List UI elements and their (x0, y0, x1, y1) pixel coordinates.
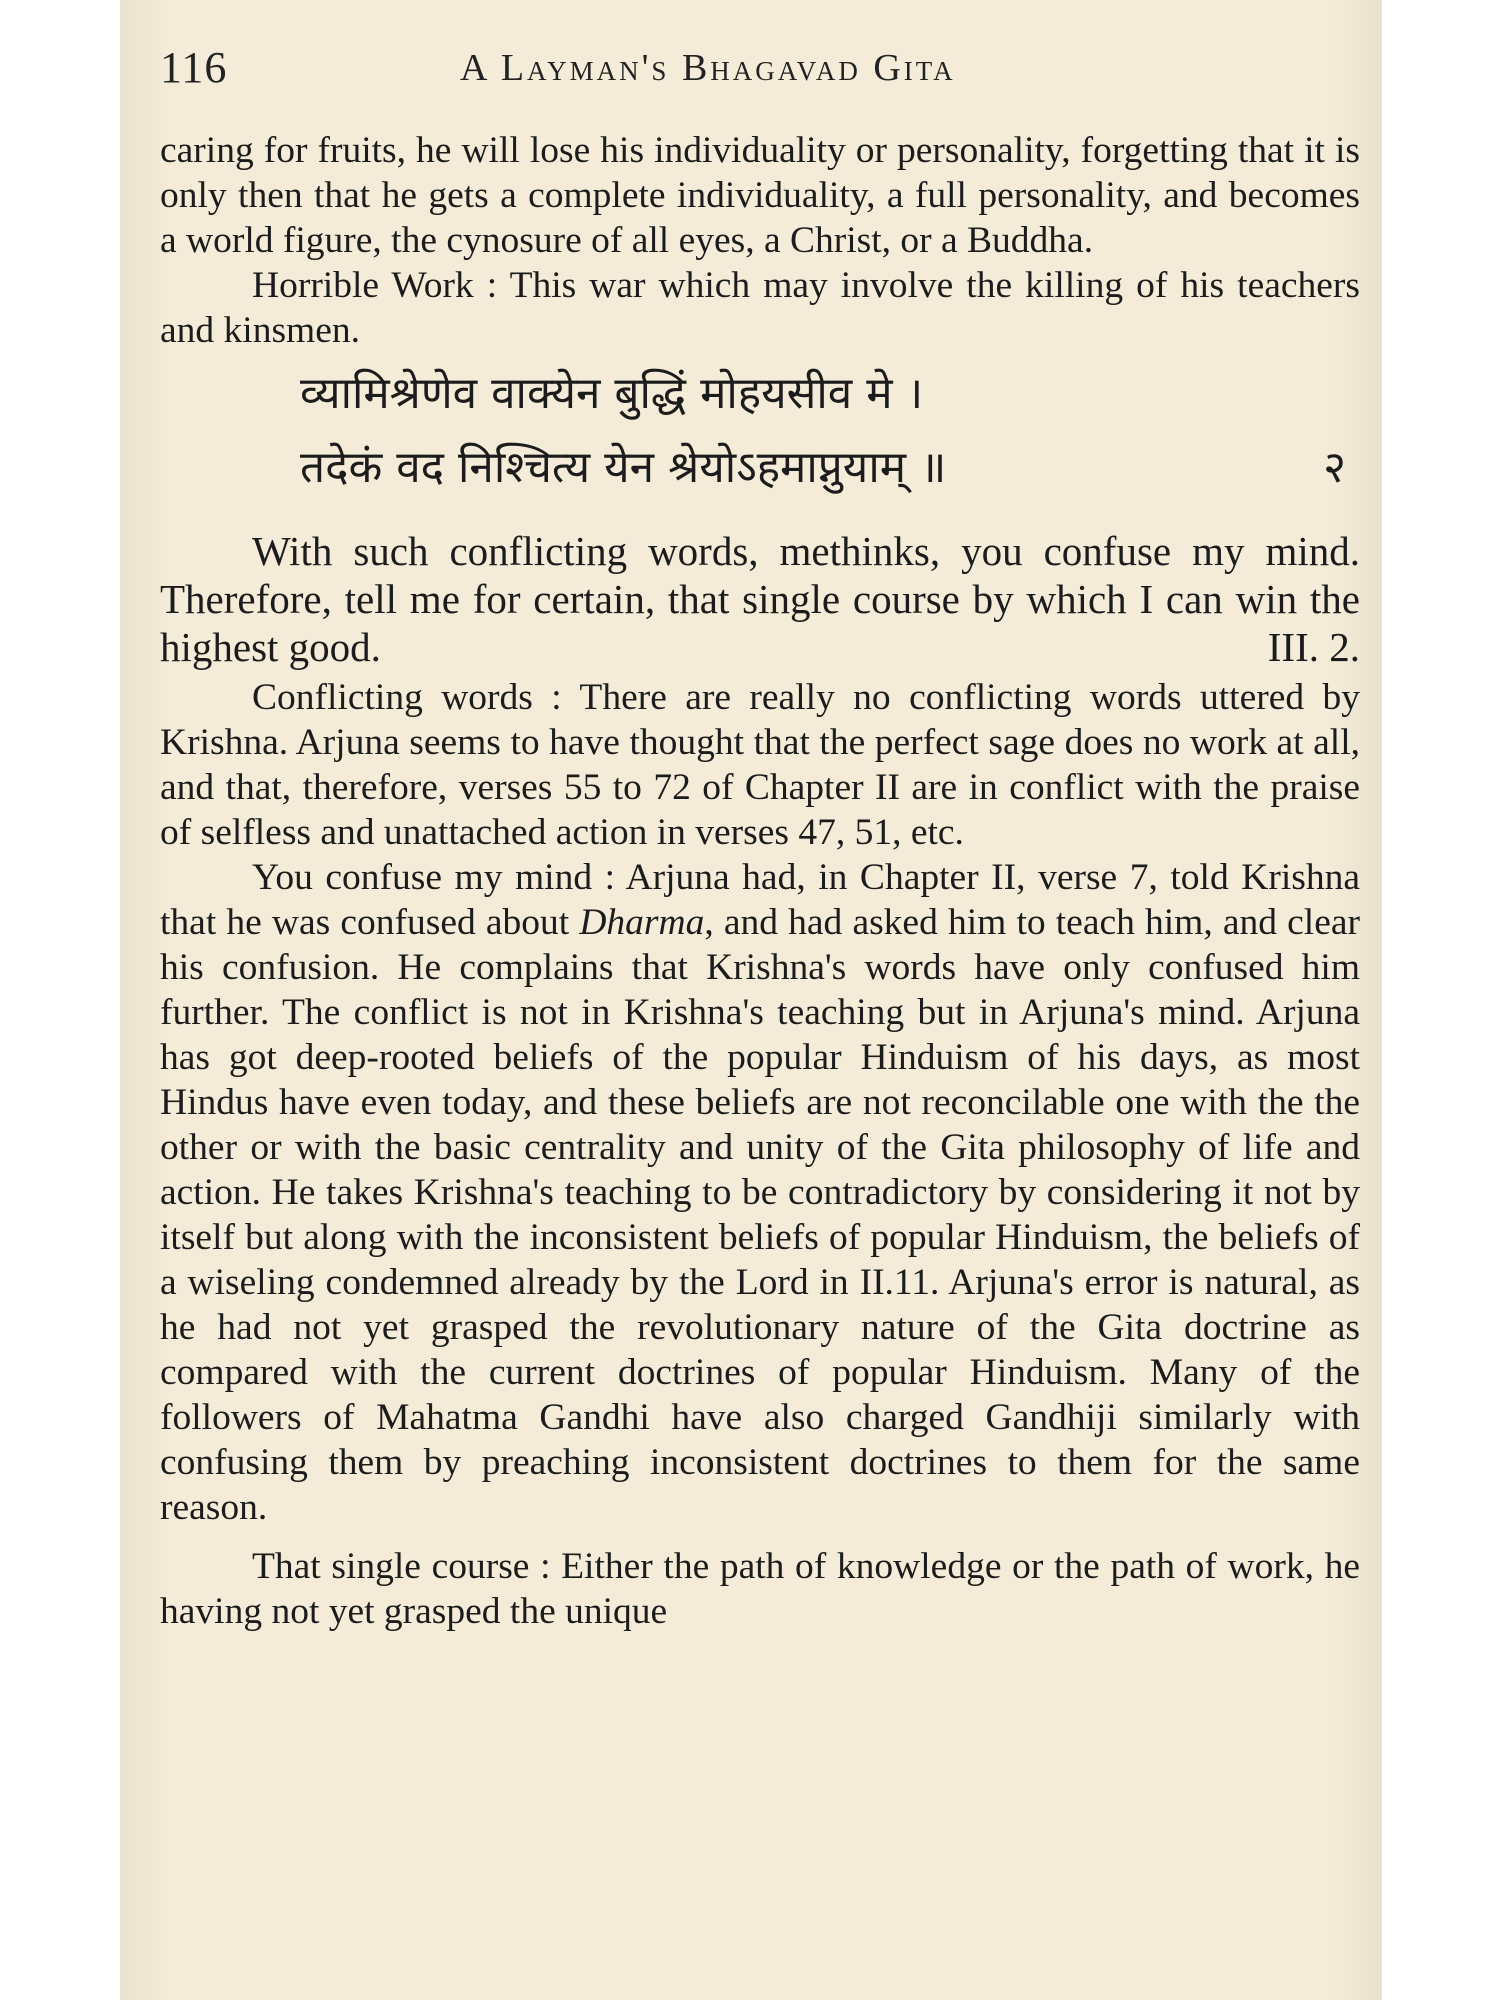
verse-line-2: तदेकं वद निश्चित्य येन श्रेयोऽहमाप्नुयाम् ॥ (300, 442, 947, 493)
paragraph-conflicting-words (160, 675, 1360, 855)
verse-translation (160, 527, 1360, 671)
term-horrible-work: Horrible Work : (252, 265, 510, 306)
text-single-course: Either the path of knowledge or the path of work, he having not yet grasped the unique (160, 1546, 1360, 1632)
paragraph-single-course (160, 1544, 1360, 1634)
term-conflicting-words: Conflicting words : (252, 677, 580, 718)
paragraph-horrible-work (160, 263, 1360, 353)
sanskrit-verse (160, 368, 1360, 521)
verse-number: २ (1323, 442, 1346, 493)
paragraph-confuse-mind (160, 855, 1360, 1530)
paragraph-continuation: caring for fruits, he will lose his individuality or personality, forgetting that it is only then that he gets a complete individuality, a full personality, and becomes a world figure, the cynosure of all eyes, a Christ, or a Buddha. (160, 130, 1360, 261)
text-confuse-mind-b: , and had asked him to teach him, and clear his confusion. He complains that Krishna's words have only confused him further. The conflict is not in Krishna's teaching but in Arjuna's mind. Arjuna has got deep-rooted beliefs of the popular Hinduism of his days, as most Hindus have even today, and these beliefs are not reconcilable one with the the other or with the basic centrality and unity of the Gita philosophy of life and action. He takes Krishna's teaching to be contradictory by considering it not by itself but along with the inconsistent beliefs of popular Hinduism, the beliefs of a wiseling condemned already by the Lord in II.11. Arjuna's error is natural, as he had not yet grasped the revolutionary nature of the Gita doctrine as compared with the current doctrines of popular Hinduism. Many of the followers of Mahatma Gandhi have also charged Gandhiji similarly with confusing them by preaching inconsistent doctrines to them for the same reason. (160, 902, 1360, 1528)
text-horrible-work: This war which may involve the killing of his teachers and kinsmen. (160, 265, 1360, 351)
term-single-course: That single course : (252, 1546, 562, 1587)
text-confuse-mind-a: Arjuna had, in Chapter II, verse 7, told Krishna that he was confused about (160, 857, 1360, 943)
translation-text: With such conflicting words, methinks, you confuse my mind. Therefore, tell me for certain, that single course by which I can win the highest good. (160, 528, 1360, 670)
book-page (120, 0, 1382, 2000)
page-number: 116 (160, 43, 228, 92)
term-confuse-mind: You confuse my mind : (252, 857, 626, 898)
body-text (160, 128, 1360, 1634)
running-title: A Layman's Bhagavad Gita (460, 47, 956, 89)
italic-dharma: Dharma (579, 902, 705, 943)
verse-line-1: व्यामिश्रेणेव वाक्येन बुद्धिं मोहयसीव मे । (300, 368, 924, 419)
running-head (160, 38, 1360, 98)
verse-reference: III. 2. (1267, 624, 1360, 670)
text-conflicting-words: There are really no conflicting words uttered by Krishna. Arjuna seems to have thought that the perfect sage does no work at all, and that, therefore, verses 55 to 72 of Chapter II are in conflict with the praise of selfless and unattached action in verses 47, 51, etc. (160, 677, 1360, 853)
